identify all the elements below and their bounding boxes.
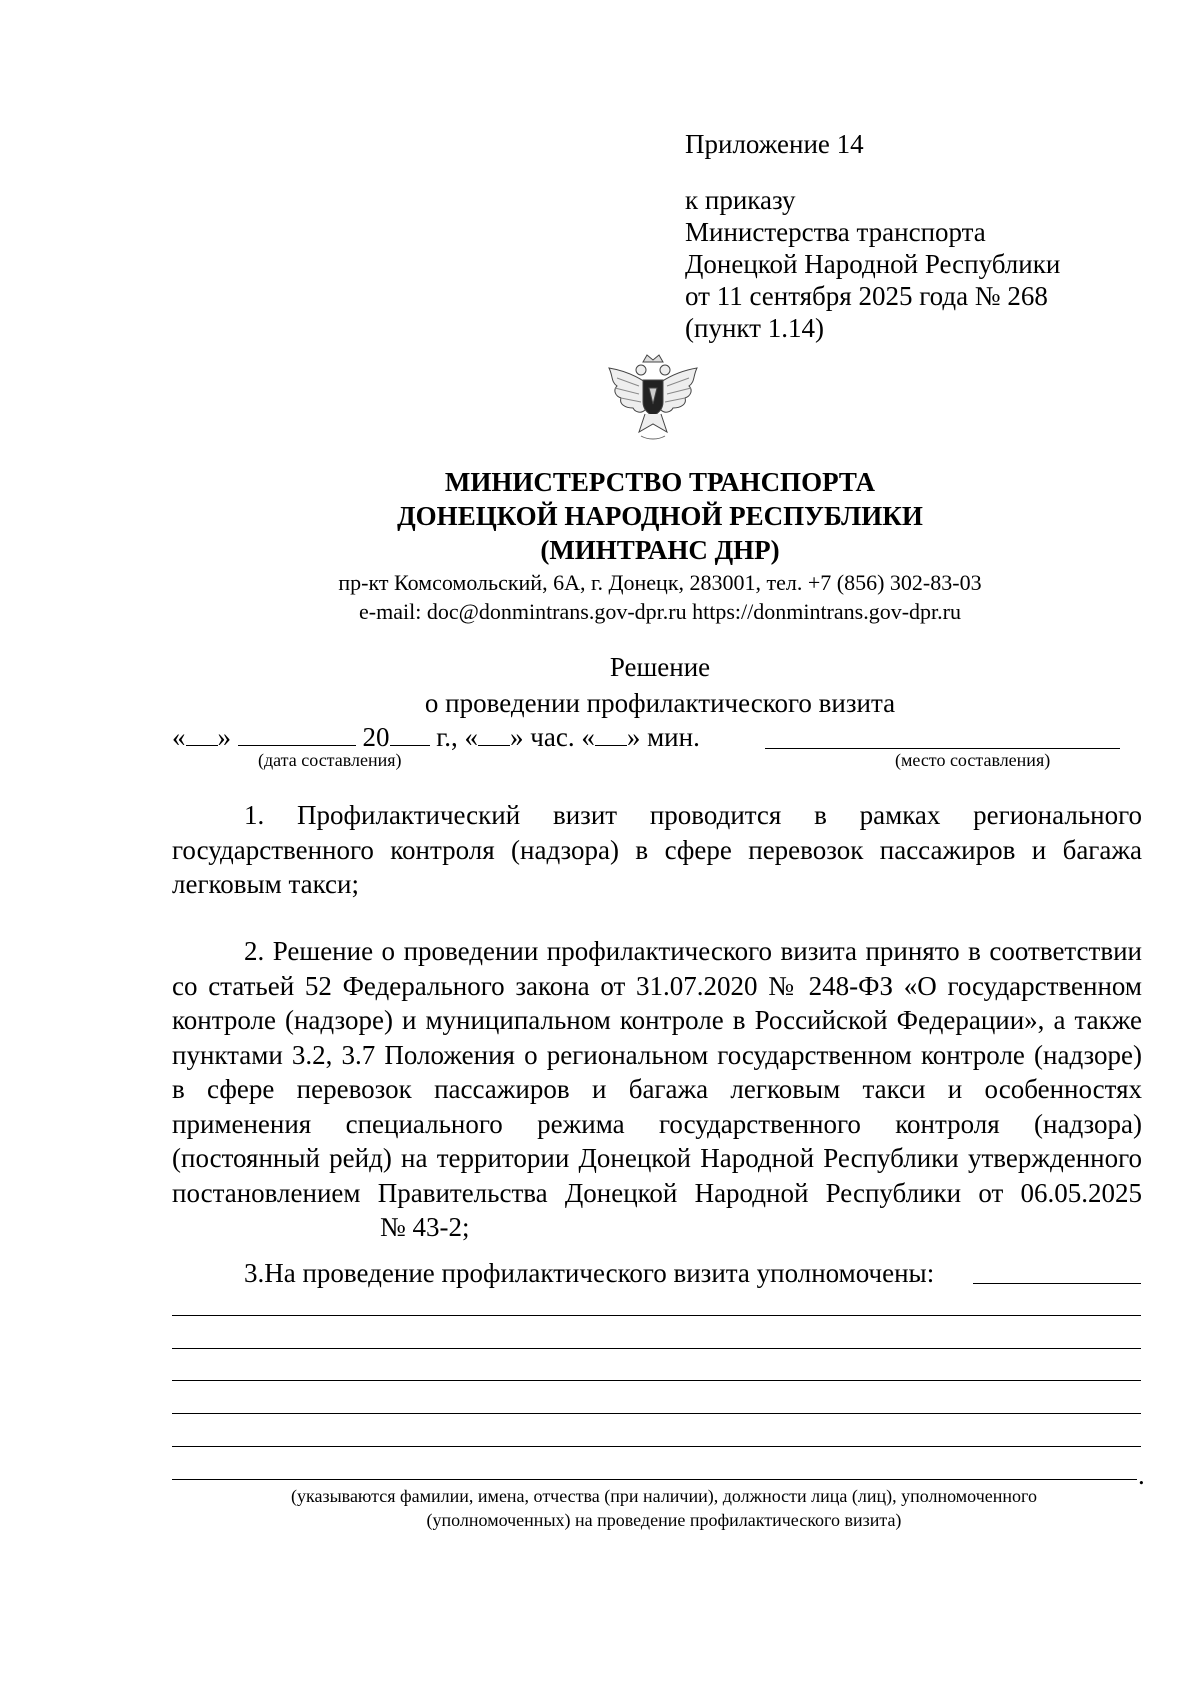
organization-name-line: ДОНЕЦКОЙ НАРОДНОЙ РЕСПУБЛИКИ [397,501,923,531]
appendix-line: к приказу [685,185,796,215]
place-blank-line [765,748,1120,749]
footnote [0,1484,1200,1532]
hour-blank [478,721,510,746]
paragraph-2 [172,934,1142,1245]
appendix-line: Донецкой Народной Республики [685,249,1061,279]
year-prefix: 20 [362,722,390,752]
footnote-line: (уполномоченных) на проведение профилактического визита) [426,1510,902,1530]
year-blank [390,721,430,746]
coat-of-arms-icon [603,352,703,442]
appendix-line: (пункт 1.14) [685,313,824,343]
appendix-title: Приложение 14 [685,129,864,159]
date-time-row [172,721,700,753]
close-quote: » [217,722,231,752]
organization-name-line: МИНИСТЕРСТВО ТРАНСПОРТА [444,467,876,497]
fill-line [172,1446,1141,1447]
hour-label: » час. « [510,722,595,752]
decision-title: Решение [609,652,711,682]
paragraph-1 [172,798,1142,902]
authorized-persons-blank [973,1283,1141,1284]
fill-line [172,1479,1137,1480]
organization-header [0,465,1200,626]
paragraph-2-number: № 43-2; [380,1212,470,1242]
organization-contacts: e-mail: doc@donmintrans.gov-dpr.ru https://donmintrans.gov-dpr.ru [359,599,961,624]
open-quote: « [172,722,186,752]
appendix-block [685,128,1060,344]
decision-subtitle: о проведении профилактического визита [424,688,896,718]
end-mark: . [1138,1460,1145,1490]
fill-line [172,1380,1141,1381]
appendix-line: Министерства транспорта [685,217,986,247]
organization-address: пр-кт Комсомольский, 6А, г. Донецк, 283001, тел. +7 (856) 302-83-03 [338,570,982,595]
year-suffix: г., « [429,722,479,752]
paragraph-1-text: 1. Профилактический визит проводится в рамках регионального государственного контроля (надзора) в сфере перевозок пассажиров и багажа легковым такси; [172,800,1142,899]
paragraph-2-text: 2. Решение о проведении профилактического визита принято в соответствии со статьей 52 Федерального закона от 31.07.2020 № 248-ФЗ «О государственном контроле (надзоре) и муниципальном контроле в Российской Федерации», а также пунктами 3.2, 3.7 Положения о региональном государственном контроле (надзоре) в сфере перевозок пассажиров и багажа легковым такси и особенностях применения специального режима государственного контроля (надзора) (постоянный рейд) на территории Донецкой Народной Республики утвержденного постановлением Правительства Донецкой Народной Республики от 06.05.2025 [172,936,1142,1208]
day-blank [186,721,218,746]
minute-label: » мин. [626,722,700,752]
month-blank [238,721,356,746]
appendix-line: от 11 сентября 2025 года № 268 [685,281,1048,311]
fill-line [172,1348,1141,1349]
fill-line [172,1315,1141,1316]
place-caption: (место составления) [895,750,1051,770]
footnote-line: (указываются фамилии, имена, отчества (при наличии), должности лица (лиц), уполномоченного [291,1486,1037,1506]
paragraph-3-text: 3.На проведение профилактического визита уполномочены: [244,1258,935,1288]
minute-blank [595,721,627,746]
fill-line [172,1413,1141,1414]
date-caption: (дата составления) [258,750,402,770]
organization-short-name: (МИНТРАНС ДНР) [540,535,780,565]
